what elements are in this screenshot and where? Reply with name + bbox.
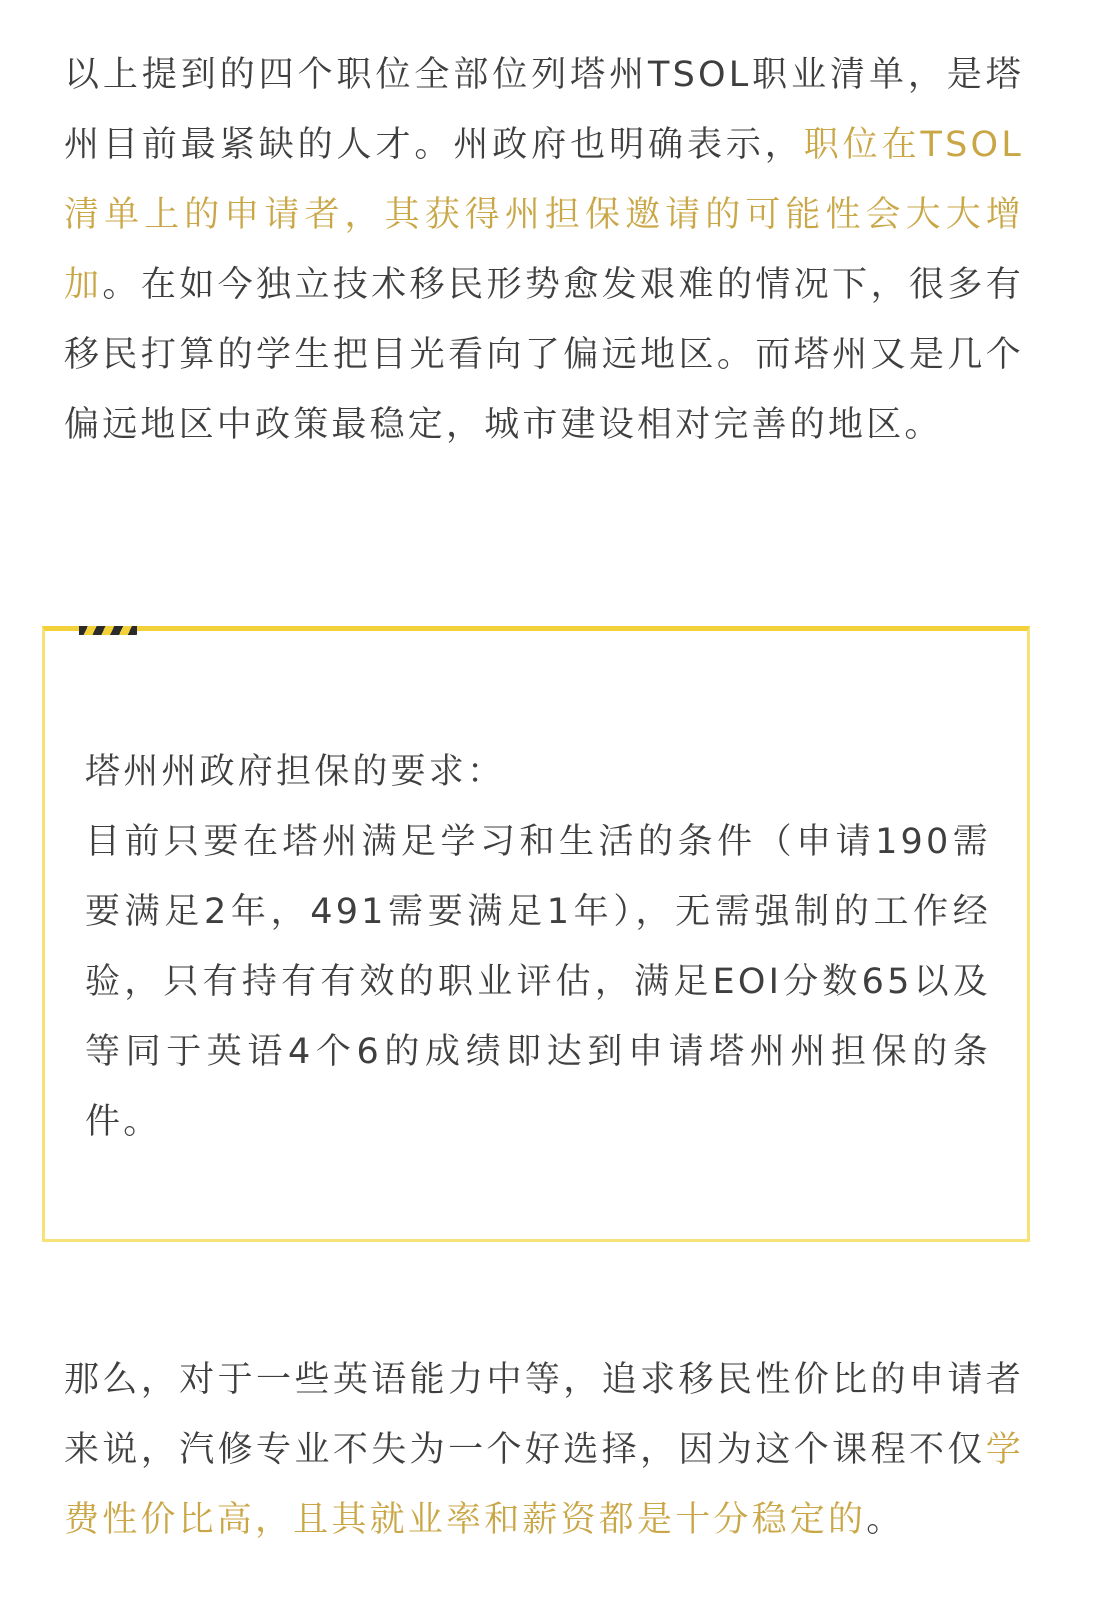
decorative-stripes — [79, 626, 137, 635]
intro-highlight: 职位在TSOL清单上的申请者，其获得州担保邀请的可能性会大大增加 — [64, 125, 1024, 305]
callout-body: 目前只要在塔州满足学习和生活的条件（申请190需要满足2年，491需要满足1年），无需强制的工作经验，只有持有有效的职业评估，满足EOI分数65以及等同于英语4个6的成绩即达到申请塔州州担保的条件。 — [85, 822, 991, 1142]
intro-text: 以上提到的四个职位全部位列塔州TSOL职业清单，是塔州目前最紧缺的人才。州政府也明确表示， — [64, 55, 1024, 165]
callout-title: 塔州州政府担保的要求： — [85, 752, 506, 792]
requirements-callout-box — [42, 626, 1030, 1242]
intro-text-continued: 。在如今独立技术移民形势愈发艰难的情况下，很多有移民打算的学生把目光看向了偏远地区。而塔州又是几个偏远地区中政策最稳定，城市建设相对完善的地区。 — [64, 265, 1025, 445]
conclusion-text: 那么，对于一些英语能力中等，追求移民性价比的申请者来说，汽修专业不失为一个好选择，因为这个课程不仅 — [64, 1360, 1024, 1470]
callout-content — [85, 737, 991, 1157]
conclusion-highlight: 学费性价比高，且其就业率和薪资都是十分稳定的 — [64, 1430, 1024, 1540]
intro-paragraph — [64, 40, 1024, 460]
conclusion-paragraph — [64, 1345, 1024, 1555]
conclusion-text-end: 。 — [866, 1500, 905, 1540]
